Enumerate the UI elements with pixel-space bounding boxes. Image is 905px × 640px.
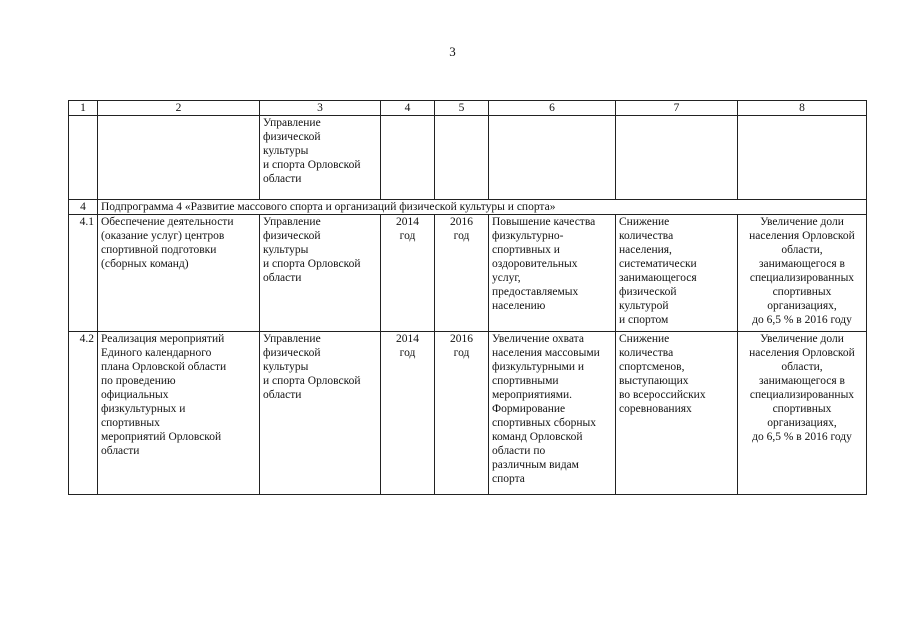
header-cell: 1 xyxy=(69,101,98,116)
header-cell: 8 xyxy=(738,101,867,116)
table-row-continued xyxy=(69,116,867,200)
activity-cell: Реализация мероприятий Единого календарного плана Орловской области по проведению официальных физкультурных и спортивных мероприятий Орловской области xyxy=(98,332,260,495)
responsible-cell: Управление физической культуры и спорта Орловской области xyxy=(260,332,381,495)
row-number: 4.2 xyxy=(69,332,98,495)
section-number: 4 xyxy=(69,200,98,215)
table-header-row xyxy=(69,101,867,116)
expected-result-cell: Повышение качества физкультурно- спортивных и оздоровительных услуг, предоставляемых населению xyxy=(489,215,616,332)
program-table xyxy=(68,100,867,495)
header-cell: 6 xyxy=(489,101,616,116)
table-row xyxy=(69,332,867,495)
end-year-cell: 2016 год xyxy=(435,215,489,332)
consequences-cell: Снижение количества населения, систематически занимающегося физической культурой и спортом xyxy=(616,215,738,332)
table-cell xyxy=(616,116,738,200)
activity-cell: Обеспечение деятельности (оказание услуг) центров спортивной подготовки (сборных команд) xyxy=(98,215,260,332)
table-cell xyxy=(738,116,867,200)
consequences-cell: Снижение количества спортсменов, выступающих во всероссийских соревнованиях xyxy=(616,332,738,495)
table-row xyxy=(69,215,867,332)
indicator-cell: Увеличение доли населения Орловской области, занимающегося в специализированных спортивных организациях, до 6,5 % в 2016 году xyxy=(738,215,867,332)
header-cell: 2 xyxy=(98,101,260,116)
section-title: Подпрограмма 4 «Развитие массового спорта и организаций физической культуры и спорта» xyxy=(98,200,867,215)
header-cell: 7 xyxy=(616,101,738,116)
row-number: 4.1 xyxy=(69,215,98,332)
responsible-cell: Управление физической культуры и спорта Орловской области xyxy=(260,116,381,200)
expected-result-cell: Увеличение охвата населения массовыми физкультурными и спортивными мероприятиями. Формирование спортивных сборных команд Орловской области по различным видам спорта xyxy=(489,332,616,495)
header-cell: 5 xyxy=(435,101,489,116)
table-cell xyxy=(381,116,435,200)
indicator-cell: Увеличение доли населения Орловской области, занимающегося в специализированных спортивных организациях, до 6,5 % в 2016 году xyxy=(738,332,867,495)
table-cell xyxy=(489,116,616,200)
page-number: 3 xyxy=(449,44,456,59)
start-year-cell: 2014 год xyxy=(381,332,435,495)
end-year-cell: 2016 год xyxy=(435,332,489,495)
start-year-cell: 2014 год xyxy=(381,215,435,332)
table-cell xyxy=(98,116,260,200)
table-cell xyxy=(435,116,489,200)
header-cell: 4 xyxy=(381,101,435,116)
section-row xyxy=(69,200,867,215)
responsible-cell: Управление физической культуры и спорта Орловской области xyxy=(260,215,381,332)
header-cell: 3 xyxy=(260,101,381,116)
table-cell xyxy=(69,116,98,200)
